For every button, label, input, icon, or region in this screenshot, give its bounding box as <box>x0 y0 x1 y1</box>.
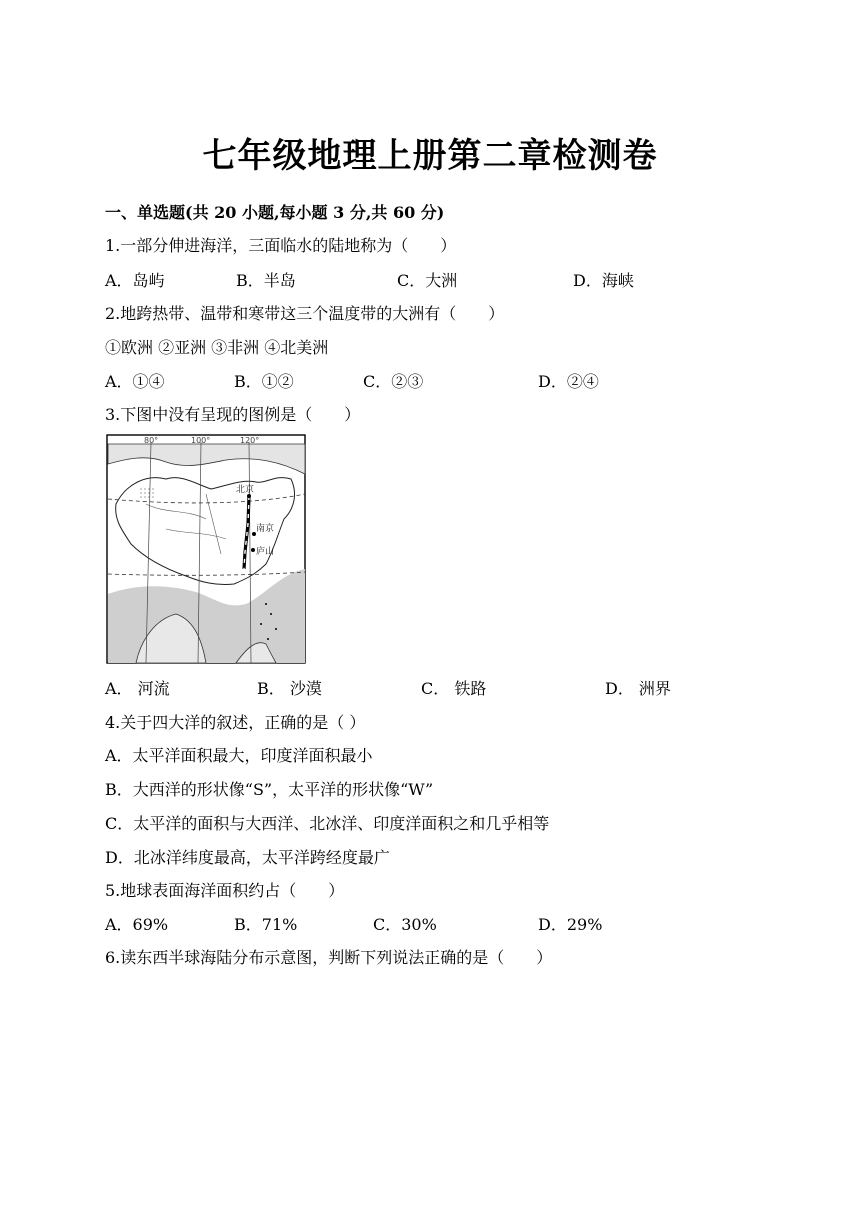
lushan-dot <box>251 548 255 552</box>
label-beijing: 北京 <box>236 485 255 495</box>
section-heading: 一、单选题(共 20 小题,每小题 3 分,共 60 分) <box>105 203 445 222</box>
q3-option-c[interactable]: C． 铁路 <box>421 679 487 698</box>
question-2-items: ①欧洲 ②亚洲 ③非洲 ④北美洲 <box>105 338 329 357</box>
q4-option-c[interactable]: C．太平洋的面积与大西洋、北冰洋、印度洋面积之和几乎相等 <box>105 814 550 833</box>
q1-option-d[interactable]: D．海峡 <box>573 271 634 290</box>
question-2-stem: 2.地跨热带、温带和寒带这三个温度带的大洲有（ ） <box>105 304 505 323</box>
label-lon100: 100° <box>191 436 211 445</box>
q2-option-d[interactable]: D．②④ <box>538 372 599 391</box>
page-title: 七年级地理上册第二章检测卷 <box>202 136 658 176</box>
question-4-stem: 4.关于四大洋的叙述，正确的是（ ） <box>105 713 366 732</box>
question-6-stem: 6.读东西半球海陆分布示意图，判断下列说法正确的是（ ） <box>105 948 553 967</box>
label-lushan: 庐山 <box>256 547 275 557</box>
q3-option-a[interactable]: A． 河流 <box>105 679 170 698</box>
q5-option-d[interactable]: D．29% <box>538 915 603 934</box>
q5-option-c[interactable]: C．30% <box>373 915 437 934</box>
q4-option-a[interactable]: A．太平洋面积最大，印度洋面积最小 <box>105 746 373 765</box>
q1-option-c[interactable]: C．大洲 <box>397 271 458 290</box>
label-nanjing: 南京 <box>256 524 275 534</box>
q2-option-a[interactable]: A．①④ <box>105 372 165 391</box>
q2-option-b[interactable]: B．①② <box>234 372 294 391</box>
q4-option-b[interactable]: B．大西洋的形状像“S”，太平洋的形状像“W” <box>105 780 434 799</box>
q1-option-b[interactable]: B．半岛 <box>236 271 296 290</box>
q1-option-a[interactable]: A．岛屿 <box>105 271 165 290</box>
china-map-figure <box>106 434 306 664</box>
question-1-stem: 1.一部分伸进海洋，三面临水的陆地称为（ ） <box>105 236 457 255</box>
q5-option-a[interactable]: A．69% <box>105 915 169 934</box>
q3-option-d[interactable]: D． 洲界 <box>605 679 671 698</box>
q4-option-d[interactable]: D．北冰洋纬度最高，太平洋跨经度最广 <box>105 848 390 867</box>
question-5-stem: 5.地球表面海洋面积约占（ ） <box>105 881 345 900</box>
label-lon120: 120° <box>240 436 260 445</box>
question-3-stem: 3.下图中没有呈现的图例是（ ） <box>105 405 361 424</box>
q3-option-b[interactable]: B． 沙漠 <box>257 679 322 698</box>
q5-option-b[interactable]: B．71% <box>234 915 298 934</box>
q2-option-c[interactable]: C．②③ <box>363 372 424 391</box>
label-lon80: 80° <box>144 436 159 445</box>
